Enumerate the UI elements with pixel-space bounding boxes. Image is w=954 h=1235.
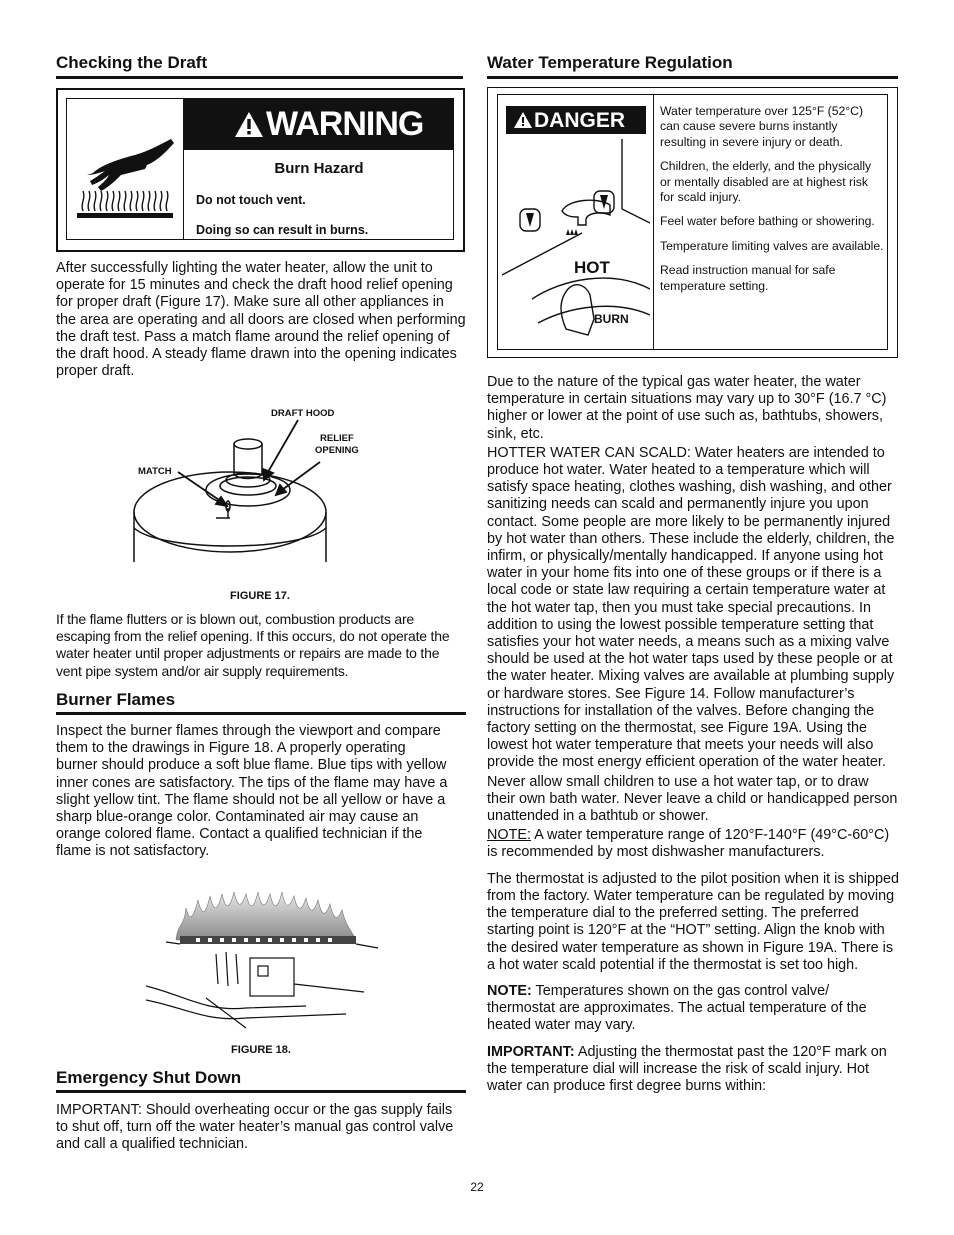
label-relief: RELIEF — [320, 433, 354, 444]
danger-picture-panel — [498, 95, 654, 349]
figure-18-caption: FIGURE 18. — [231, 1044, 291, 1056]
note-label: NOTE: — [487, 827, 531, 844]
danger-inner-frame — [497, 94, 888, 350]
danger-banner — [506, 106, 646, 134]
figure-17-illustration — [130, 400, 390, 565]
hot-faucet-illustration — [502, 139, 650, 345]
danger-title: DANGER — [534, 109, 626, 132]
paragraph-temperature-variance: Due to the nature of the typical gas water heater, the water temperature in certain situations may vary up to 30°F (16.7 °C) higher or lower at the point of use such as, bathtubs, showers, sink, etc. — [487, 374, 887, 442]
paragraph-children-warning: Never allow small children to use a hot water tap, or to draw their own bath water. Never leave a child or handicapped person unattended in a bathtub or shower. — [487, 773, 898, 825]
figure-18-illustration — [146, 888, 386, 1038]
burner-flames-heading: Burner Flames — [56, 690, 176, 709]
heading-rule — [56, 1090, 466, 1093]
water-temperature-body — [487, 374, 899, 1097]
warning-triangle-icon — [234, 111, 264, 138]
heading-rule — [56, 712, 466, 715]
warning-text-panel — [183, 99, 454, 239]
emergency-heading: Emergency Shut Down — [56, 1068, 242, 1087]
note-label: NOTE: — [487, 982, 532, 999]
danger-item: Read instruction manual for safe temperature setting. — [660, 263, 836, 293]
warning-box — [56, 88, 465, 252]
water-temperature-heading: Water Temperature Regulation — [487, 53, 733, 72]
figure-17-caption: FIGURE 17. — [230, 590, 290, 602]
burn-label: BURN — [594, 312, 629, 326]
paragraph-hotter-water-scald: HOTTER WATER CAN SCALD: Water heaters are intended to produce hot water. Water heated to a temperature which will satisfy space heating, clothes washing, dish washing, and other sanitizing needs can scald and permanently injure you upon contact. Some people are more likely to be permanently injured by hot water than others. These include the elderly, children, the infirm, or physically/mentally handicapped. If anyone using hot water in your home fits into one of these groups or if there is a local code or state law requiring a certain temperature water at the hot water tap, then you must take special precautions. In addition to using the lowest possible temperature setting that satisfies your hot water needs, a means such as a mixing valve should be used at the hot water taps used by these people or at the water heater. Mixing valves are available at plumbing supply or hardware stores. See Figure 14. Follow manufacturer’s instructions for installation of the valves. Before changing the factory setting on the thermostat, see Figure 19A. Using the lowest hot water temperature that meets your needs will also provide the most energy efficient operation of the water heater. — [487, 444, 895, 771]
paragraph-thermostat-setting: The thermostat is adjusted to the pilot position when it is shipped from the factory. Water temperature can be regulated by moving the temperature dial to the preferred setting. The preferred starting point is 120°F at the “HOT” setting. Align the knob with the desired water temperature as shown in Figure 19A. There is a hot water scald potential if the thermostat is set too high. — [487, 870, 899, 973]
warning-subtitle: Burn Hazard — [274, 160, 364, 177]
warning-banner — [184, 99, 454, 150]
warning-title: WARNING — [266, 105, 424, 143]
page-number: 22 — [470, 1180, 484, 1194]
emergency-paragraph: IMPORTANT: Should overheating occur or the gas supply fails to shut off, turn off the water heater’s manual gas control valve and call a qualified technician. — [56, 1102, 454, 1153]
danger-item: Children, the elderly, and the physically or mentally disabled are at highest risk for scald injury. — [660, 159, 872, 205]
note-dishwasher — [487, 827, 899, 861]
danger-item: Water temperature over 125°F (52°C) can cause severe burns instantly resulting in severe injury or death. — [660, 104, 864, 149]
checking-draft-heading: Checking the Draft — [56, 53, 208, 72]
danger-triangle-icon — [514, 112, 532, 128]
danger-item: Feel water before bathing or showering. — [660, 214, 875, 229]
burn-hand-icon — [71, 125, 179, 221]
hot-label: HOT — [574, 258, 610, 277]
danger-item: Temperature limiting valves are available. — [660, 238, 884, 253]
warning-inner-frame — [66, 98, 454, 240]
heading-rule — [56, 76, 463, 79]
important-text: Adjusting the thermostat past the 120°F mark on the temperature dial will increase the risk of scald injury. Hot water can produce first degree burns within: — [487, 1043, 887, 1094]
important-label: IMPORTANT: — [487, 1043, 575, 1060]
warning-line-2: Doing so can result in burns. — [196, 223, 369, 237]
danger-text-panel — [660, 104, 884, 303]
label-match: MATCH — [138, 466, 172, 477]
burner-paragraph: Inspect the burner flames through the viewport and compare them to the drawings in Figure 18. A properly operating burner should produce a soft blue flame. Blue tips with yellow inner cones are satisfactory. The tips of the flame may have a slight yellow tint. The flame should not be all yellow or have a sharp blue-orange color. Contaminated air may cause an orange colored flame. Contact a qualified technician if the flame is not satisfactory. — [56, 723, 448, 860]
label-draft-hood: DRAFT HOOD — [271, 408, 335, 419]
draft-paragraph: After successfully lighting the water heater, allow the unit to operate for 15 minutes and check the draft hood relief opening for proper draft (Figure 17). Make sure all other appliances in the area are operating and all doors are closed when performing the draft test. Pass a match flame around the relief opening of the draft hood. A steady flame drawn into the opening indicates proper draft. — [56, 260, 466, 380]
danger-box — [487, 87, 898, 358]
flame-paragraph: If the flame flutters or is blown out, combustion products are escaping from the relief opening. If this occurs, do not operate the water heater until proper adjustments or repairs are made to the vent pipe system and/or air supply requirements. — [56, 611, 450, 679]
note-approximate — [487, 983, 899, 1035]
note-text: Temperatures shown on the gas control valve/ thermostat are approximates. The actual temperature of the heated water may vary. — [487, 982, 867, 1034]
label-opening: OPENING — [315, 445, 359, 456]
heading-rule — [487, 76, 898, 79]
note-text: A water temperature range of 120°F-140°F (49°C-60°C) is recommended by most dishwasher manufacturers. — [487, 827, 890, 861]
important-thermostat — [487, 1044, 899, 1096]
warning-line-1: Do not touch vent. — [196, 193, 306, 207]
